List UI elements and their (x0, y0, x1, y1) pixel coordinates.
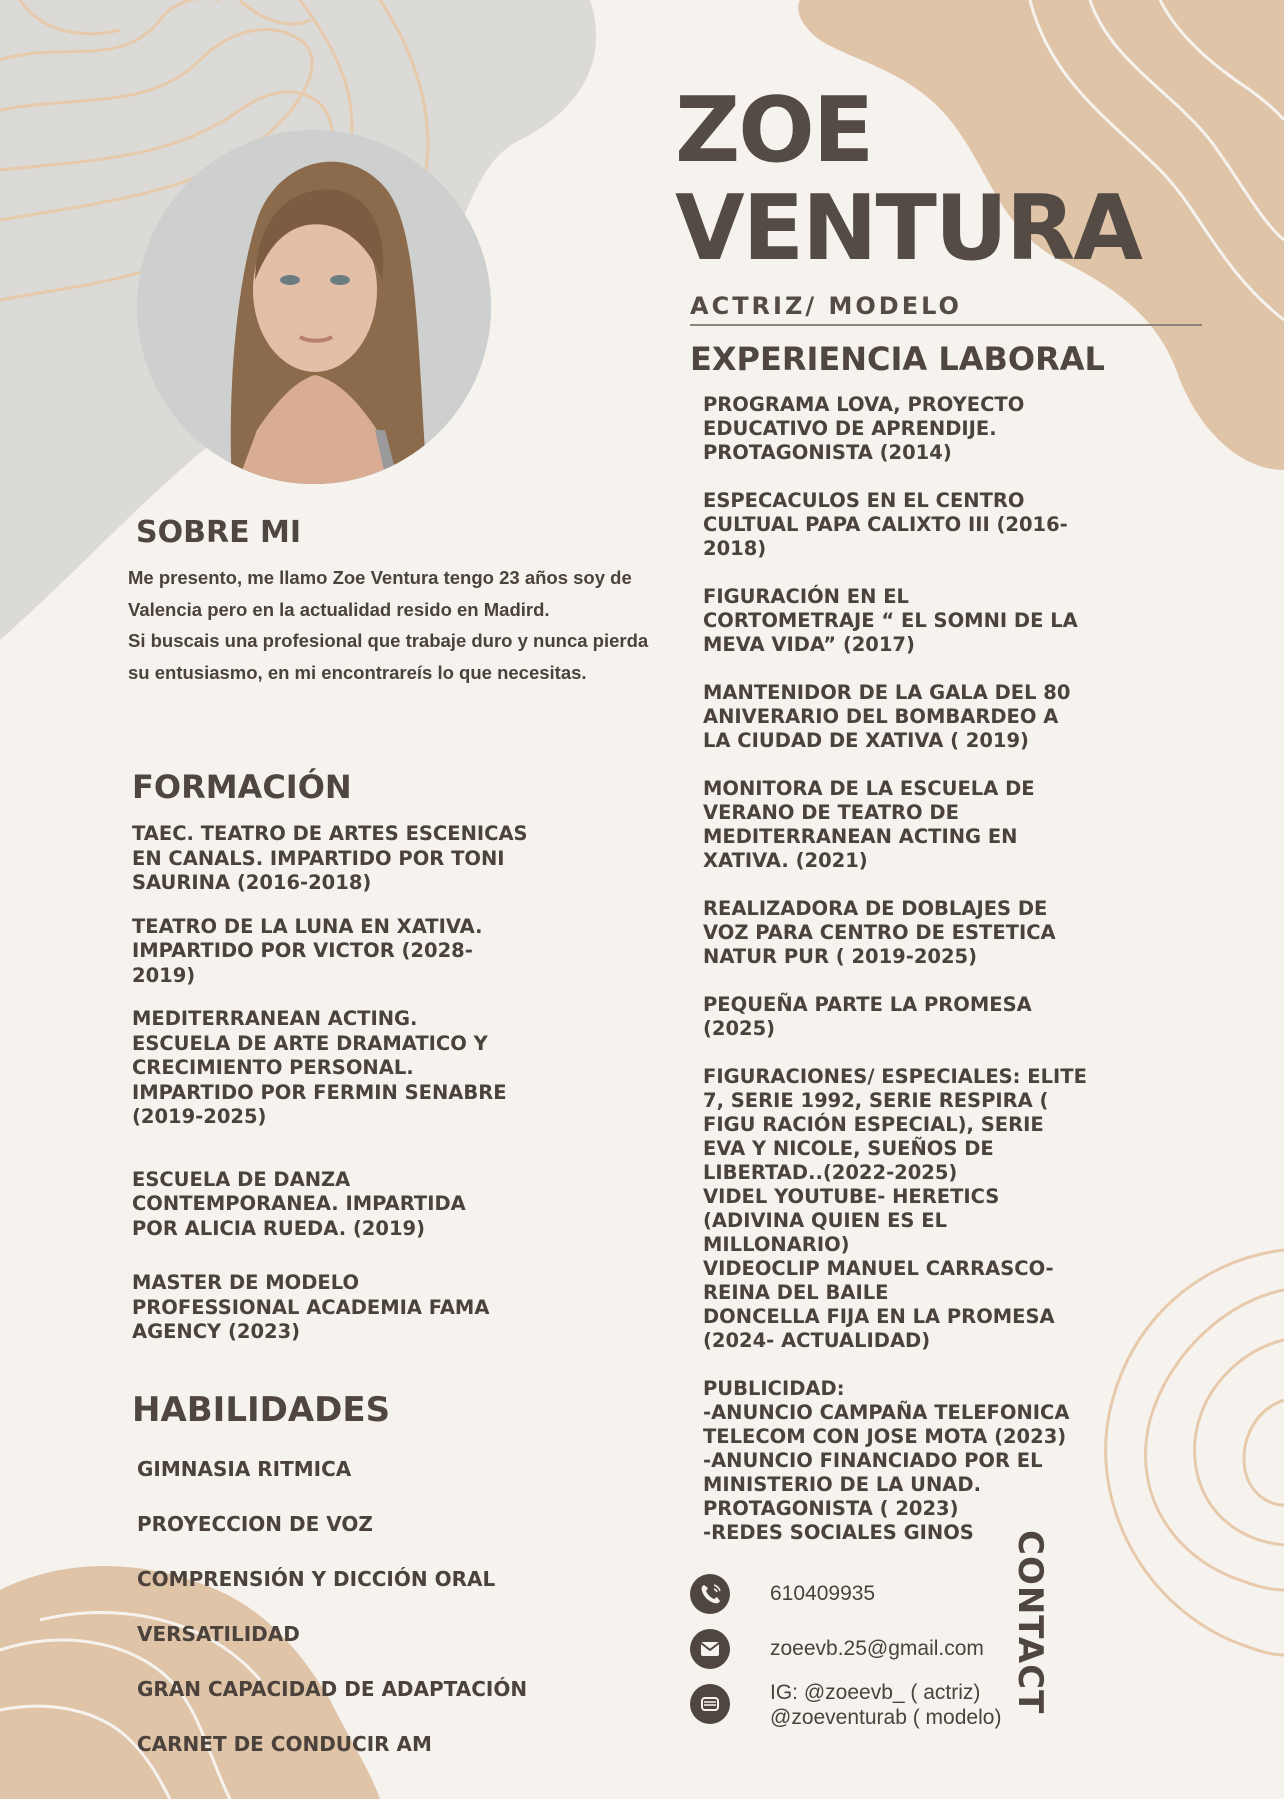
instagram-handle-model[interactable]: @zoeventurab ( modelo) (770, 1706, 1002, 1729)
phone-icon (690, 1574, 730, 1614)
first-name: ZOE (675, 78, 873, 183)
skills-heading: HABILIDADES (132, 1390, 391, 1430)
education-list (132, 822, 632, 1364)
email-address[interactable]: zoeevb.25@gmail.com (770, 1637, 984, 1660)
about-paragraph: Me presento, me llamo Zoe Ventura tengo 23 años soy de Valencia pero en la actualidad resido en Madird. (128, 567, 632, 620)
skill-item: CARNET DE CONDUCIR AM (137, 1732, 432, 1756)
last-name: VENTURA (675, 176, 1141, 281)
education-item: MASTER DE MODELO PROFESSIONAL ACADEMIA FAMA AGENCY (2023) (132, 1271, 490, 1343)
role-divider (690, 324, 1202, 326)
about-text (128, 562, 668, 688)
education-item: ESCUELA DE DANZA CONTEMPORANEA. IMPARTIDA POR ALICIA RUEDA. (2019) (132, 1167, 466, 1240)
experience-item: FIGURACIONES/ ESPECIALES: ELITE 7, SERIE 1992, SERIE RESPIRA ( FIGU RACIÓN ESPECIAL), SERIE EVA Y NICOLE, SUEÑOS DE LIBERTAD..(2022-2025) VIDEL YOUTUBE- HERETICS (ADIVINA QUIEN ES EL MILLONARIO) VIDEOCLIP MANUEL CARRASCO- REINA DEL BAILE DONCELLA FIJA EN LA PROMESA (2024- ACTUALIDAD) (703, 1065, 1087, 1352)
instagram-handles[interactable] (770, 1680, 1001, 1730)
about-paragraph: Si buscais una profesional que trabaje duro y nunca pierda su entusiasmo, en mi encontrareís lo que necesitas. (128, 630, 649, 683)
education-item: TEATRO DE LA LUNA EN XATIVA. IMPARTIDO POR VICTOR (2028- 2019) (132, 914, 483, 987)
skill-item: VERSATILIDAD (137, 1622, 300, 1646)
experience-item: MONITORA DE LA ESCUELA DE VERANO DE TEATRO DE MEDITERRANEAN ACTING EN XATIVA. (2021) (703, 777, 1035, 872)
skills-list (137, 1457, 527, 1787)
name-heading (675, 78, 1141, 281)
portrait-illustration (137, 130, 491, 484)
contact-heading: CONTACT (1010, 1530, 1050, 1715)
skill-item: COMPRENSIÓN Y DICCIÓN ORAL (137, 1567, 496, 1591)
experience-item: FIGURACIÓN EN EL CORTOMETRAJE “ EL SOMNI DE LA MEVA VIDA” (2017) (703, 585, 1078, 656)
education-item: MEDITERRANEAN ACTING. ESCUELA DE ARTE DRAMATICO Y CRECIMIENTO PERSONAL. IMPARTIDO POR FERMIN SENABRE (2019-2025) (132, 1007, 507, 1128)
role-title: ACTRIZ/ MODELO (690, 292, 962, 320)
instagram-handle-actress[interactable]: IG: @zoeevb_ ( actriz) (770, 1681, 981, 1704)
phone-number[interactable]: 610409935 (770, 1582, 876, 1605)
experience-item: ESPECACULOS EN EL CENTRO CULTUAL PAPA CALIXTO III (2016- 2018) (703, 489, 1068, 560)
experience-item: PUBLICIDAD: -ANUNCIO CAMPAÑA TELEFONICA TELECOM CON JOSE MOTA (2023) -ANUNCIO FINANCIADO POR EL MINISTERIO DE LA UNAD. PROTAGONISTA ( 2023) -REDES SOCIALES GINOS (703, 1377, 1070, 1544)
experience-item: PEQUEÑA PARTE LA PROMESA (2025) (703, 993, 1032, 1040)
experience-item: MANTENIDOR DE LA GALA DEL 80 ANIVERARIO DEL BOMBARDEO A LA CIUDAD DE XATIVA ( 2019) (703, 681, 1071, 752)
education-item: TAEC. TEATRO DE ARTES ESCENICAS EN CANALS. IMPARTIDO POR TONI SAURINA (2016-2018) (132, 822, 528, 894)
profile-photo (137, 130, 491, 484)
skill-item: PROYECCION DE VOZ (137, 1512, 373, 1536)
experience-item: PROGRAMA LOVA, PROYECTO EDUCATIVO DE APRENDIJE. PROTAGONISTA (2014) (703, 393, 1025, 464)
experience-heading: EXPERIENCIA LABORAL (690, 340, 1105, 378)
mail-icon (690, 1629, 730, 1669)
experience-list (703, 393, 1143, 1569)
skill-item: GRAN CAPACIDAD DE ADAPTACIÓN (137, 1677, 528, 1701)
education-heading: FORMACIÓN (132, 768, 352, 806)
experience-item: REALIZADORA DE DOBLAJES DE VOZ PARA CENTRO DE ESTETICA NATUR PUR ( 2019-2025) (703, 897, 1056, 968)
skill-item: GIMNASIA RITMICA (137, 1457, 352, 1481)
instagram-icon (690, 1684, 730, 1724)
about-heading: SOBRE MI (136, 515, 302, 550)
